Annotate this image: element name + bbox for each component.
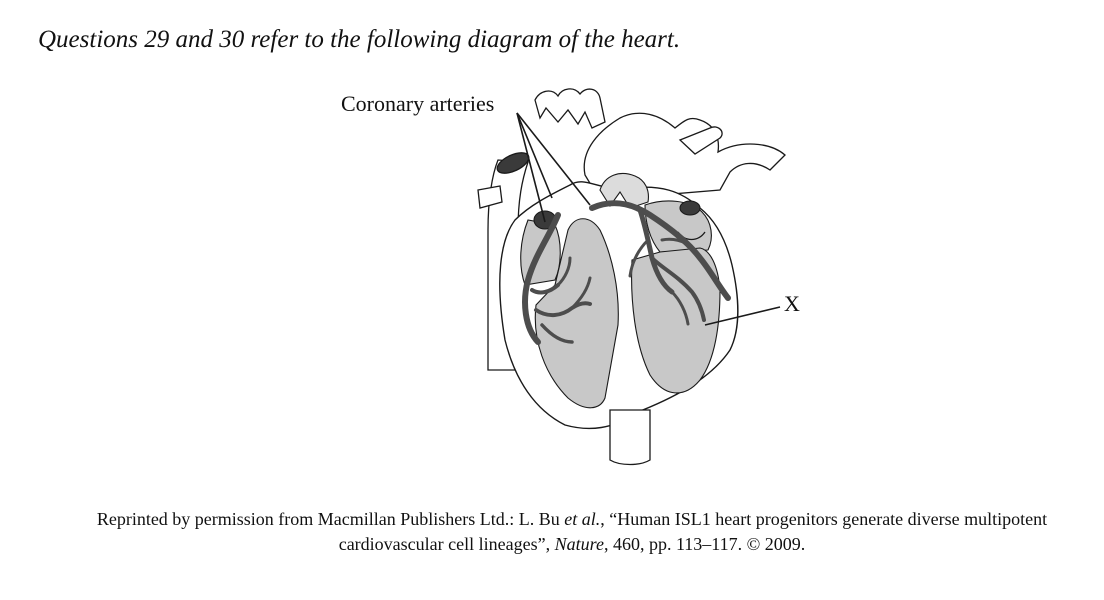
question-line: Questions 29 and 30 refer to the following diagram of the heart.	[38, 26, 681, 53]
label-coronary-arteries: Coronary arteries	[341, 91, 495, 116]
caption-line-2-suffix: , 460, pp. 113–117. © 2009.	[603, 534, 806, 554]
caption-line-2-prefix: cardiovascular cell lineages”,	[338, 534, 555, 554]
caption-line-1	[40, 509, 1104, 530]
label-x: X	[784, 291, 800, 316]
heart-diagram	[300, 80, 860, 480]
brachiocephalic-branch	[535, 89, 605, 128]
caption-line-1-italic: et al.	[564, 509, 601, 529]
caption-line-2	[40, 534, 1104, 555]
caption-line-1-prefix: Reprinted by permission from Macmillan Publishers Ltd.: L. Bu	[96, 509, 565, 529]
pulmonary-vein-opening-right	[680, 201, 700, 215]
inferior-vena-cava	[610, 410, 650, 465]
caption-line-2-italic: Nature	[554, 534, 604, 554]
caption-line-1-suffix: , “Human ISL1 heart progenitors generate diverse multipotent	[600, 509, 1048, 529]
